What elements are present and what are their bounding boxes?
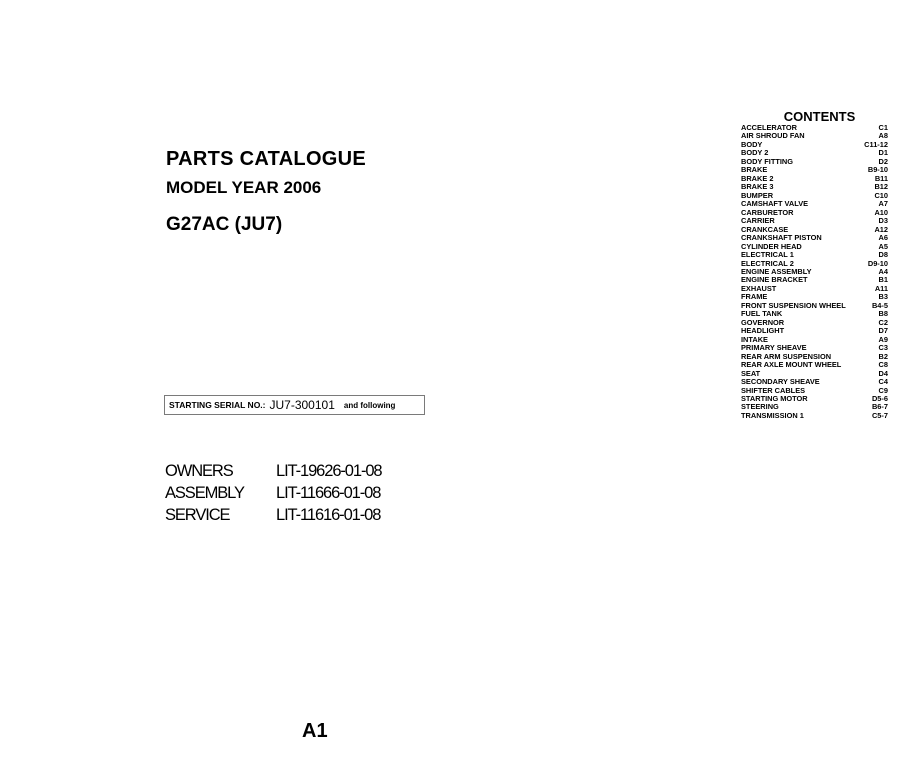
contents-item-name: INTAKE: [741, 334, 768, 344]
contents-item-ref: A5: [878, 241, 888, 251]
contents-item-ref: D3: [878, 216, 888, 226]
contents-item-ref: C11-12: [864, 139, 888, 149]
contents-item-ref: D7: [878, 326, 888, 336]
serial-label: STARTING SERIAL NO.:: [169, 400, 266, 410]
contents-item-name: PRIMARY SHEAVE: [741, 343, 807, 353]
contents-item-ref: A8: [878, 131, 888, 141]
contents-item-name: BRAKE: [741, 165, 768, 175]
contents-item: [741, 361, 888, 369]
contents-item-ref: A9: [878, 334, 888, 344]
contents-item-ref: C5-7: [871, 410, 888, 420]
serial-number-box: [164, 395, 425, 415]
contents-item-ref: C2: [878, 317, 888, 327]
contents-item-ref: A4: [878, 266, 888, 276]
literature-row: [165, 504, 382, 526]
contents-item-name: FUEL TANK: [741, 309, 783, 319]
contents-item-ref: C10: [874, 190, 888, 200]
contents-item-name: BUMPER: [741, 190, 774, 200]
contents-item-ref: A6: [878, 233, 888, 243]
contents-item-name: FRAME: [741, 292, 768, 302]
contents-item-ref: B11: [874, 173, 888, 183]
contents-item-ref: B4-5: [871, 300, 888, 310]
contents-item-ref: D5-6: [871, 394, 888, 403]
serial-suffix: and following: [343, 400, 396, 410]
literature-row: [165, 460, 382, 482]
contents-title: CONTENTS: [783, 109, 856, 124]
model-year: MODEL YEAR 2006: [166, 178, 322, 197]
contents-item-name: STEERING: [741, 402, 779, 412]
literature-code: LIT-11616-01-08: [276, 505, 381, 524]
contents-item-ref: A10: [874, 207, 888, 217]
contents-item-name: ACCELERATOR: [741, 123, 797, 132]
contents-item: [741, 412, 888, 420]
contents-panel: [741, 110, 888, 420]
literature-name: OWNERS: [165, 461, 233, 480]
contents-item-ref: B9-10: [867, 165, 888, 175]
contents-item-name: AIR SHROUD FAN: [741, 131, 805, 141]
contents-item-ref: B6-7: [871, 402, 888, 412]
contents-item-ref: B1: [878, 275, 888, 285]
contents-item-name: CYLINDER HEAD: [741, 241, 802, 251]
contents-item-ref: B12: [874, 182, 888, 192]
contents-item-ref: B2: [878, 351, 888, 361]
contents-item-name: CRANKSHAFT PISTON: [741, 233, 822, 243]
literature-name: SERVICE: [165, 505, 230, 524]
contents-item-name: CAMSHAFT VALVE: [741, 199, 809, 209]
contents-item-name: GOVERNOR: [741, 317, 785, 327]
contents-item-name: SHIFTER CABLES: [741, 385, 806, 395]
contents-item-ref: A12: [874, 224, 888, 234]
literature-code: LIT-19626-01-08: [276, 461, 382, 480]
contents-item-ref: C4: [878, 377, 888, 387]
contents-item-ref: C9: [878, 385, 888, 395]
catalog-title: PARTS CATALOGUE: [166, 148, 367, 170]
contents-item-name: ELECTRICAL 2: [741, 258, 794, 268]
contents-item-name: FRONT SUSPENSION WHEEL: [741, 300, 846, 310]
contents-item-name: REAR ARM SUSPENSION: [741, 351, 832, 361]
contents-item-name: SECONDARY SHEAVE: [741, 377, 820, 387]
contents-item-ref: D1: [878, 148, 888, 158]
contents-item-name: BODY: [741, 139, 763, 149]
contents-item-name: EXHAUST: [741, 283, 777, 293]
contents-item-ref: A7: [878, 199, 888, 209]
contents-item-ref: D2: [878, 156, 888, 166]
contents-item-ref: D9-10: [867, 258, 888, 268]
contents-item-name: CRANKCASE: [741, 224, 789, 234]
contents-item-name: REAR AXLE MOUNT WHEEL: [741, 360, 842, 370]
contents-item-ref: B3: [878, 292, 888, 302]
contents-item-name: CARRIER: [741, 216, 775, 226]
serial-value: JU7-300101: [269, 398, 335, 412]
literature-code: LIT-11666-01-08: [276, 483, 381, 502]
contents-item-ref: A11: [874, 283, 888, 293]
contents-item-ref: D4: [878, 368, 888, 378]
contents-list: [741, 124, 888, 420]
page-label: A1: [302, 720, 328, 742]
contents-item-name: BODY FITTING: [741, 156, 794, 166]
contents-item-ref: C3: [878, 343, 888, 353]
contents-item-ref: C1: [878, 123, 888, 132]
contents-item-name: BRAKE 3: [741, 182, 774, 192]
contents-item-name: SEAT: [741, 368, 761, 378]
contents-item-name: BRAKE 2: [741, 173, 774, 183]
contents-item-name: CARBURETOR: [741, 207, 794, 217]
literature-list: [165, 460, 382, 526]
contents-item-ref: B8: [878, 309, 888, 319]
literature-row: [165, 482, 382, 504]
model-code: G27AC (JU7): [166, 214, 283, 235]
contents-item-name: ENGINE ASSEMBLY: [741, 266, 812, 276]
contents-item-name: TRANSMISSION 1: [741, 410, 804, 420]
contents-item-name: BODY 2: [741, 148, 769, 158]
contents-item-ref: C8: [878, 360, 888, 370]
contents-item-name: STARTING MOTOR: [741, 394, 808, 403]
literature-name: ASSEMBLY: [165, 483, 244, 502]
contents-item-name: HEADLIGHT: [741, 326, 785, 336]
contents-item-ref: D8: [878, 250, 888, 260]
contents-item-name: ENGINE BRACKET: [741, 275, 808, 285]
contents-item-name: ELECTRICAL 1: [741, 250, 794, 260]
